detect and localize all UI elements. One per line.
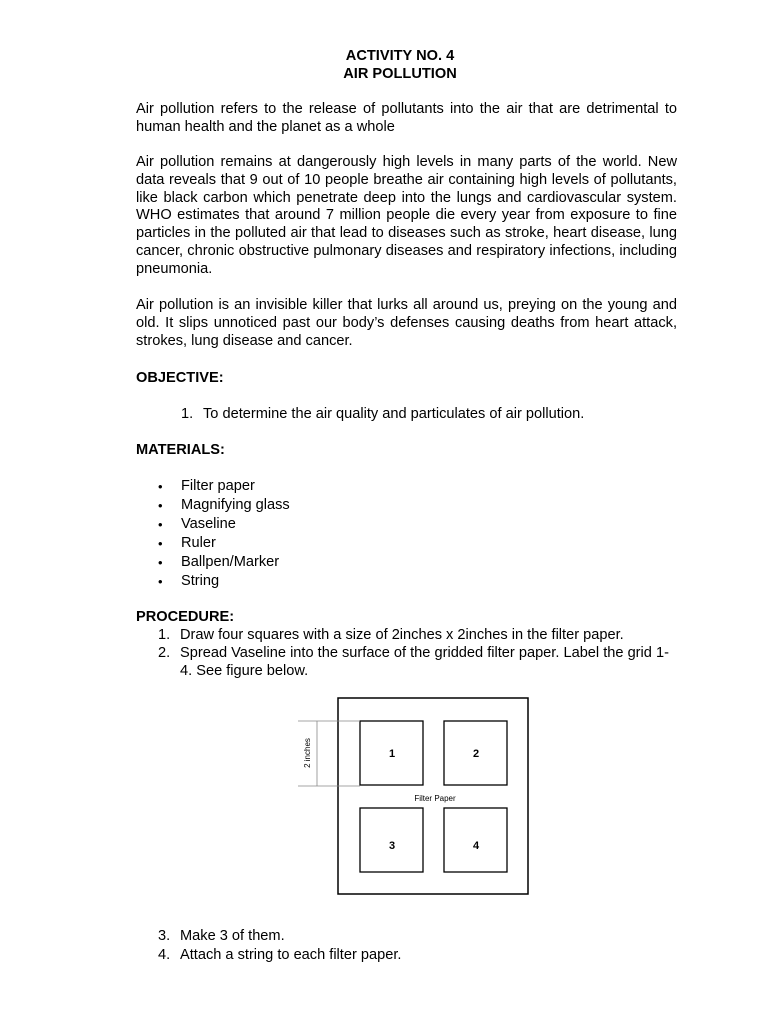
procedure-step-text: Draw four squares with a size of 2inches x 2inches in the filter paper. — [180, 627, 624, 643]
bullet-icon: • — [158, 555, 163, 570]
square-label-1: 1 — [388, 748, 396, 760]
bullet-icon: • — [158, 536, 163, 551]
filter-paper-label: Filter Paper — [414, 794, 456, 803]
objective-item-text: To determine the air quality and particulates of air pollution. — [203, 406, 585, 422]
procedure-step-number: 2. — [158, 645, 171, 661]
procedure-step-number: 4. — [158, 947, 171, 963]
objective-heading: OBJECTIVE: — [136, 370, 224, 386]
dimension-label: 2 inches — [303, 738, 312, 768]
square-label-2: 2 — [472, 748, 480, 760]
material-item-text: String — [181, 573, 220, 589]
activity-number-title: ACTIVITY NO. 4 — [345, 48, 455, 64]
bullet-icon: • — [158, 479, 163, 494]
procedure-step-text: Make 3 of them. — [180, 928, 285, 944]
objective-item-number: 1. — [181, 406, 194, 422]
procedure-step-number: 3. — [158, 928, 171, 944]
procedure-step-text: Spread Vaseline into the surface of the gridded filter paper. Label the grid 1-4. See figure below. — [180, 645, 669, 679]
materials-heading: MATERIALS: — [136, 442, 225, 458]
procedure-step-text: Attach a string to each filter paper. — [180, 947, 402, 963]
procedure-step-number: 1. — [158, 627, 171, 643]
material-item-text: Ruler — [181, 535, 216, 551]
intro-paragraph: Air pollution refers to the release of pollutants into the air that are detrimental to human health and the planet as a whole — [136, 101, 677, 135]
bullet-icon: • — [158, 498, 163, 513]
material-item-text: Filter paper — [181, 478, 255, 494]
material-item-text: Vaseline — [181, 516, 236, 532]
material-item-text: Ballpen/Marker — [181, 554, 280, 570]
procedure-heading: PROCEDURE: — [136, 609, 235, 625]
bullet-icon: • — [158, 517, 163, 532]
filter-paper-figure — [290, 690, 540, 900]
activity-topic-title: AIR POLLUTION — [343, 66, 457, 82]
square-label-4: 4 — [472, 840, 480, 852]
bullet-icon: • — [158, 574, 163, 589]
statistics-paragraph: Air pollution remains at dangerously high levels in many parts of the world. New data reveals that 9 out of 10 people breathe air containing high levels of pollutants, like black carbon which penetrate deep into the lungs and cardiovascular system. WHO estimates that around 7 million people die every year from exposure to fine particles in the polluted air that lead to diseases such as stroke, heart disease, lung cancer, chronic obstructive pulmonary diseases and respiratory infections, including pneumonia. — [136, 154, 677, 277]
square-label-3: 3 — [388, 840, 396, 852]
material-item-text: Magnifying glass — [181, 497, 290, 513]
invisible-killer-paragraph: Air pollution is an invisible killer that lurks all around us, preying on the young and old. It slips unnoticed past our body’s defenses causing deaths from heart attack, strokes, lung disease and cancer. — [136, 297, 677, 349]
